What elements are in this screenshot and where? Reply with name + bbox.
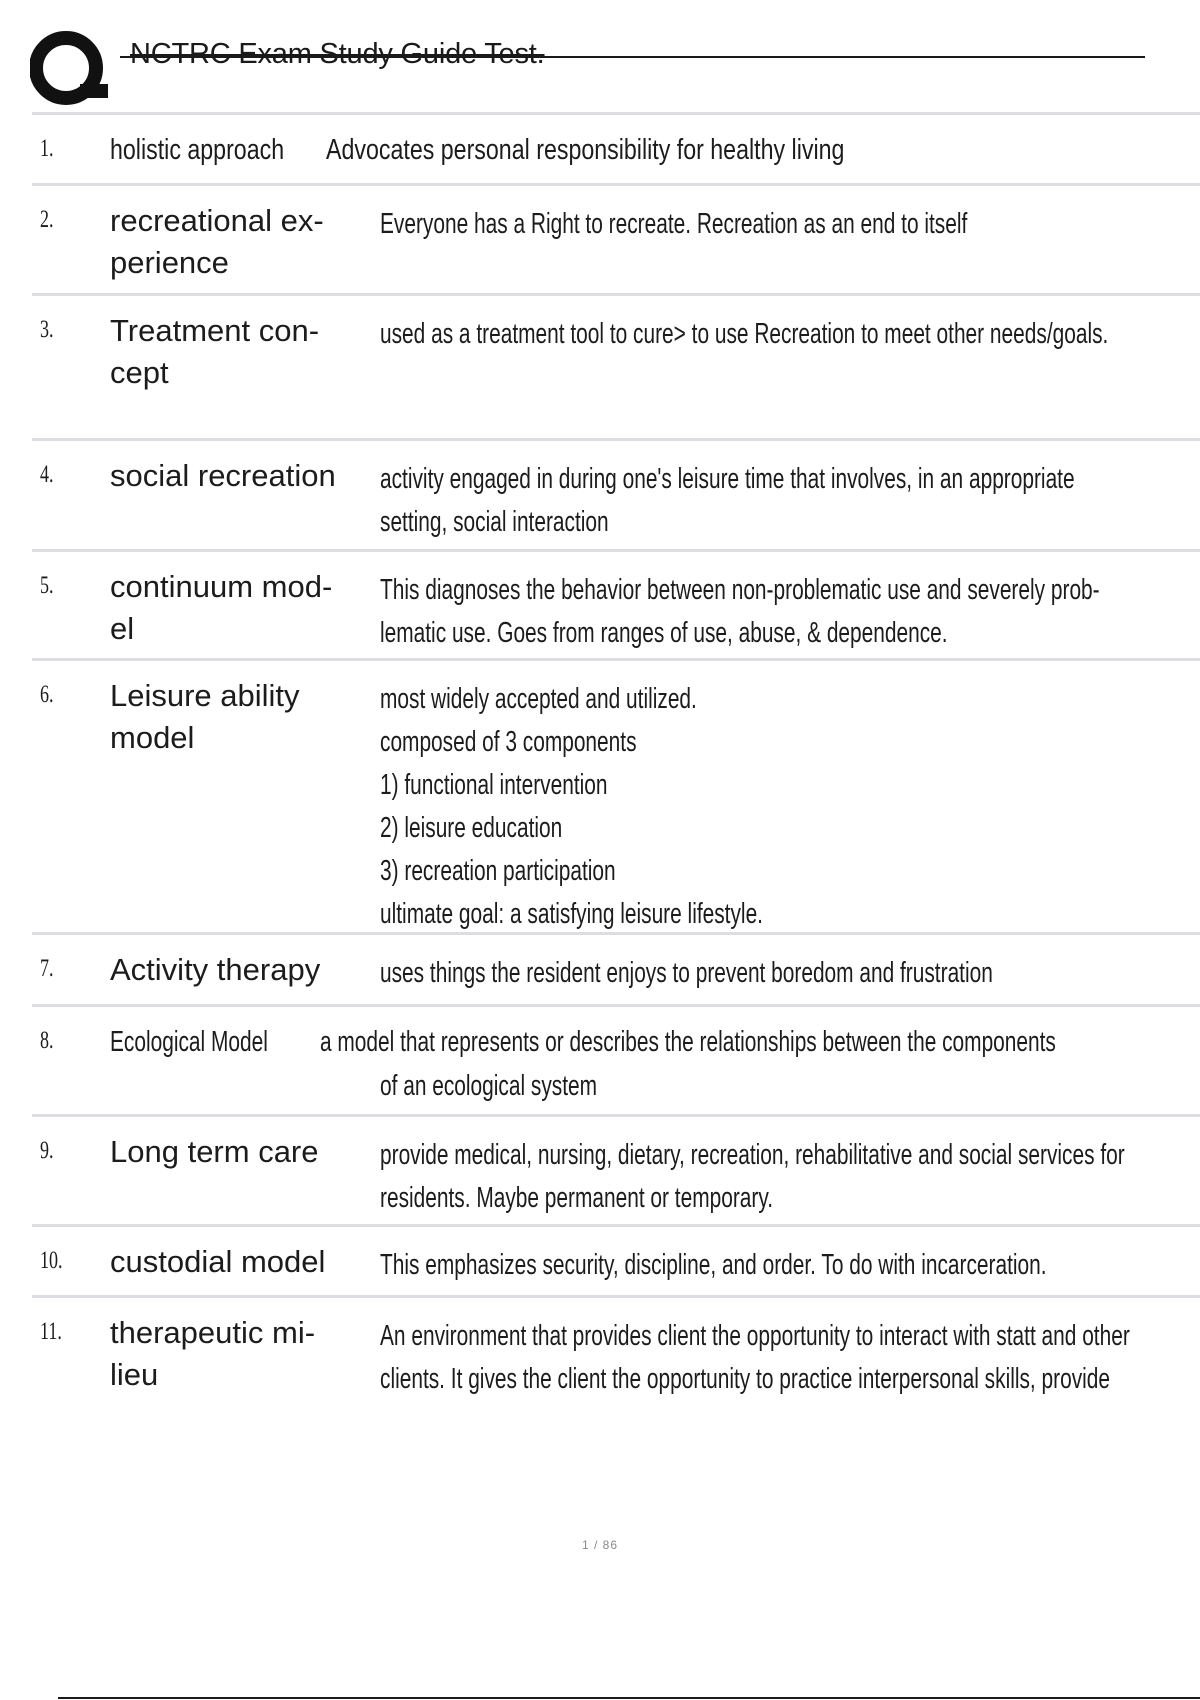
card-definition: uses things the resident enjoys to prevent boredom and frustration: [380, 957, 993, 989]
card-term: Treatment con- cept: [110, 313, 320, 390]
card-number: 6.: [40, 681, 54, 708]
document-title: NCTRC Exam Study Guide Test.: [130, 38, 545, 70]
card-number: 11.: [40, 1318, 62, 1345]
flashcard-list: [32, 112, 1200, 1405]
card-number: 1.: [40, 135, 54, 162]
card-definition: Everyone has a Right to recreate. Recreation as an end to itself: [380, 208, 968, 240]
footer-rule: [58, 1697, 1200, 1699]
card-definition: used as a treatment tool to cure> to use Recreation to meet other needs/goals.: [380, 318, 1109, 350]
card-term: holistic approach: [110, 134, 285, 166]
card-definition: activity engaged in during one's leisure time that involves, in an appropriate setting, social interaction: [380, 463, 1075, 538]
card-term: social recreation: [110, 458, 336, 493]
card-definition: Advocates personal responsibility for healthy living: [326, 134, 845, 166]
card-number: 3.: [40, 316, 54, 343]
flashcard-1: [32, 112, 1200, 183]
card-definition: most widely accepted and utilized. composed of 3 components 1) functional intervention 2) leisure education 3) recreation participation ultimate goal: a satisfying leisure lifestyle.: [380, 683, 763, 930]
card-term: Leisure ability model: [110, 678, 300, 755]
card-term: custodial model: [110, 1244, 326, 1279]
card-number: 2.: [40, 206, 54, 233]
card-term: Long term care: [110, 1134, 319, 1169]
card-definition: provide medical, nursing, dietary, recreation, rehabilitative and social services for residents. Maybe permanent or temporary.: [380, 1139, 1125, 1214]
card-term: continuum mod- el: [110, 569, 333, 646]
card-number: 8.: [40, 1027, 54, 1054]
flashcard-3: [32, 293, 1200, 438]
flashcard-11: [32, 1295, 1200, 1405]
page-number: 1 / 86: [581, 1538, 619, 1552]
flashcard-8: [32, 1004, 1200, 1114]
card-definition-continued: of an ecological system: [380, 1070, 598, 1102]
card-term: therapeutic mi- lieu: [110, 1315, 316, 1392]
card-definition: This diagnoses the behavior between non-problematic use and severely prob- lematic use. Goes from ranges of use, abuse, & dependence.: [380, 574, 1100, 649]
card-number: 4.: [40, 461, 54, 488]
flashcard-2: [32, 183, 1200, 293]
card-definition: a model that represents or describes the relationships between the components: [320, 1026, 1056, 1058]
card-term: Ecological Model: [110, 1026, 268, 1058]
card-term: recreational ex- perience: [110, 203, 324, 280]
flashcard-4: [32, 438, 1200, 549]
card-term: Activity therapy: [110, 952, 321, 987]
card-number: 10.: [40, 1247, 63, 1274]
card-definition: An environment that provides client the opportunity to interact with statt and other clients. It gives the client the opportunity to practice interpersonal skills, provide: [380, 1320, 1130, 1395]
flashcard-7: [32, 932, 1200, 1004]
card-definition: This emphasizes security, discipline, and order. To do with incarceration.: [380, 1249, 1047, 1281]
card-number: 5.: [40, 572, 54, 599]
card-number: 9.: [40, 1137, 54, 1164]
flashcard-5: [32, 549, 1200, 658]
logo-q-icon: [30, 30, 108, 108]
card-number: 7.: [40, 955, 54, 982]
flashcard-9: [32, 1114, 1200, 1224]
flashcard-10: [32, 1224, 1200, 1295]
flashcard-6: [32, 658, 1200, 932]
